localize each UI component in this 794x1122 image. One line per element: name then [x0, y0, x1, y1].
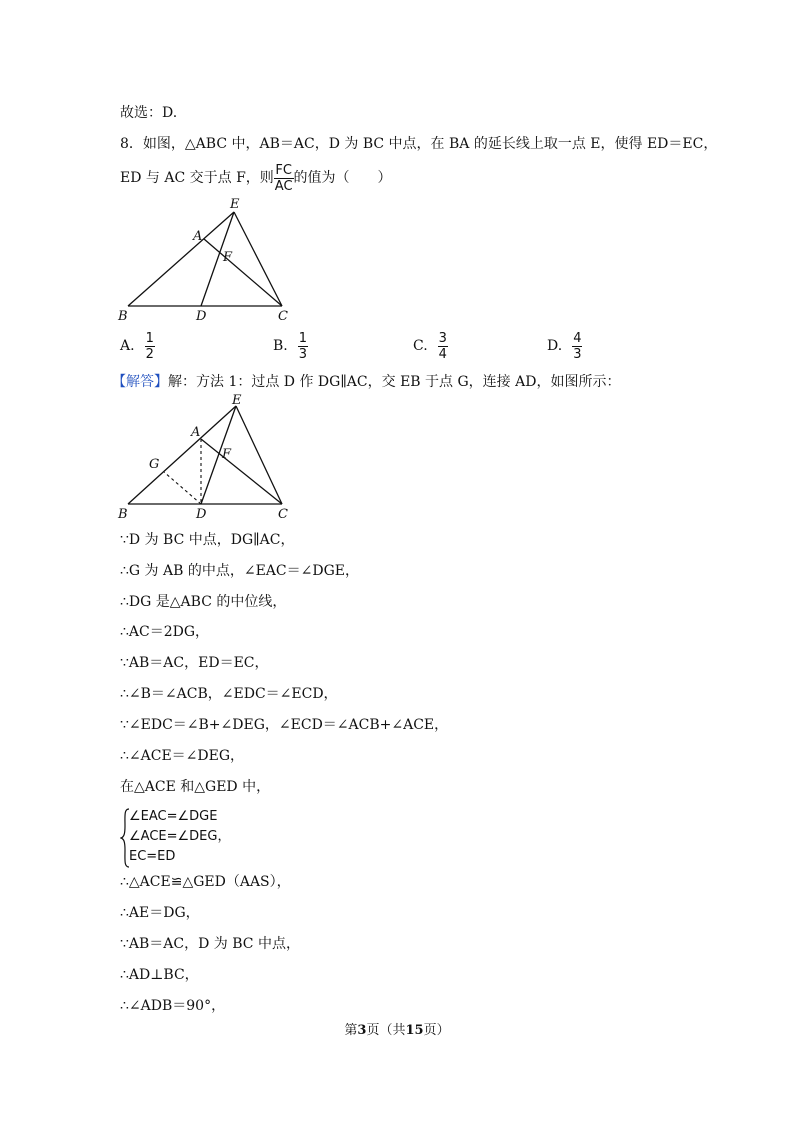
answer-line: 故选：D. [120, 105, 178, 121]
problem-line-2-post: 的值为（ ） [293, 170, 392, 186]
label-C: C [278, 507, 288, 522]
system-row: ∠ACE=∠DEG， [129, 829, 231, 844]
step-line: ∵AB＝AC，ED＝EC， [120, 655, 269, 671]
option-c-fraction [438, 331, 448, 362]
problem-line-1: 8．如图，△ABC 中，AB＝AC，D 为 BC 中点，在 BA 的延长线上取一点 E，使得 ED＝EC， [120, 136, 718, 152]
option-d[interactable] [547, 326, 582, 366]
label-F: F [222, 447, 232, 462]
step-line: ∴AE＝DG， [120, 905, 200, 921]
step-line: ∴∠ACE＝∠DEG， [120, 748, 245, 764]
option-b-fraction [298, 331, 308, 362]
option-a[interactable] [120, 326, 155, 366]
ratio-numerator: FC [275, 162, 292, 178]
option-b[interactable] [273, 326, 308, 366]
option-b-denominator: 3 [298, 346, 308, 362]
option-d-fraction [572, 331, 582, 362]
option-c[interactable] [413, 326, 448, 366]
solution-intro-text: 解：方法 1：过点 D 作 DG∥AC，交 EB 于点 G，连接 AD，如图所示： [168, 374, 621, 390]
problem-line-2-pre: ED 与 AC 交于点 F，则 [120, 170, 274, 186]
step-line: ∴AC＝2DG， [120, 624, 210, 640]
option-b-numerator: 1 [298, 330, 308, 346]
label-D: D [196, 507, 207, 522]
step-line: ∵AB＝AC，D 为 BC 中点， [120, 936, 300, 952]
ratio-fraction [274, 163, 294, 194]
equation-system [120, 808, 300, 868]
step-line: ∴△ACE≌△GED（AAS）， [120, 874, 291, 890]
option-c-denominator: 4 [438, 346, 447, 362]
option-d-numerator: 4 [573, 330, 582, 346]
label-E: E [232, 394, 242, 408]
step-line: ∴G 为 AB 的中点，∠EAC＝∠DGE， [120, 563, 359, 579]
footer-mid: 页（共 [366, 1023, 406, 1038]
step-line: 在△ACE 和△GED 中， [120, 779, 271, 795]
label-G: G [149, 457, 160, 472]
label-C: C [278, 309, 288, 324]
footer-pre: 第 [344, 1023, 358, 1038]
segment-EC [236, 406, 282, 504]
footer-total-pages: 15 [405, 1023, 424, 1038]
label-A: A [193, 229, 203, 244]
page-footer [0, 1021, 794, 1041]
label-B: B [118, 309, 128, 324]
segment-BE [128, 406, 236, 504]
label-A: A [191, 425, 201, 440]
option-d-label: D. [547, 338, 563, 354]
figure-1-triangle [110, 196, 310, 326]
step-line: ∴AD⊥BC， [120, 967, 199, 983]
step-line: ∵∠EDC＝∠B+∠DEG，∠ECD＝∠ACB+∠ACE， [120, 717, 449, 733]
step-line: ∴∠ADB＝90°， [120, 998, 226, 1014]
solution-intro [112, 372, 620, 392]
step-line: ∴DG 是△ABC 的中位线， [120, 594, 287, 610]
footer-post: 页） [423, 1023, 450, 1038]
option-c-label: C. [413, 338, 428, 354]
segment-AC [204, 239, 282, 306]
label-B: B [118, 507, 128, 522]
step-line: ∴∠B＝∠ACB，∠EDC＝∠ECD， [120, 686, 338, 702]
option-a-fraction [145, 331, 155, 362]
system-row: EC=ED [129, 849, 176, 864]
label-F: F [223, 250, 233, 265]
option-a-label: A. [120, 338, 135, 354]
segment-DG [164, 472, 201, 504]
option-a-denominator: 2 [145, 346, 154, 362]
system-row: ∠EAC=∠DGE [129, 809, 218, 824]
figure-2-triangle [110, 394, 310, 524]
problem-line-2 [120, 160, 392, 196]
option-c-numerator: 3 [438, 330, 447, 346]
option-a-numerator: 1 [145, 330, 154, 346]
option-d-denominator: 3 [573, 346, 582, 362]
footer-page-number: 3 [357, 1023, 367, 1038]
label-E: E [230, 197, 240, 212]
option-b-label: B. [273, 338, 288, 354]
solution-tag: 【解答】 [112, 374, 168, 390]
label-D: D [196, 309, 207, 324]
ratio-denominator: AC [274, 178, 293, 194]
segment-EC [234, 212, 282, 306]
step-line: ∵D 为 BC 中点，DG∥AC， [120, 532, 295, 548]
